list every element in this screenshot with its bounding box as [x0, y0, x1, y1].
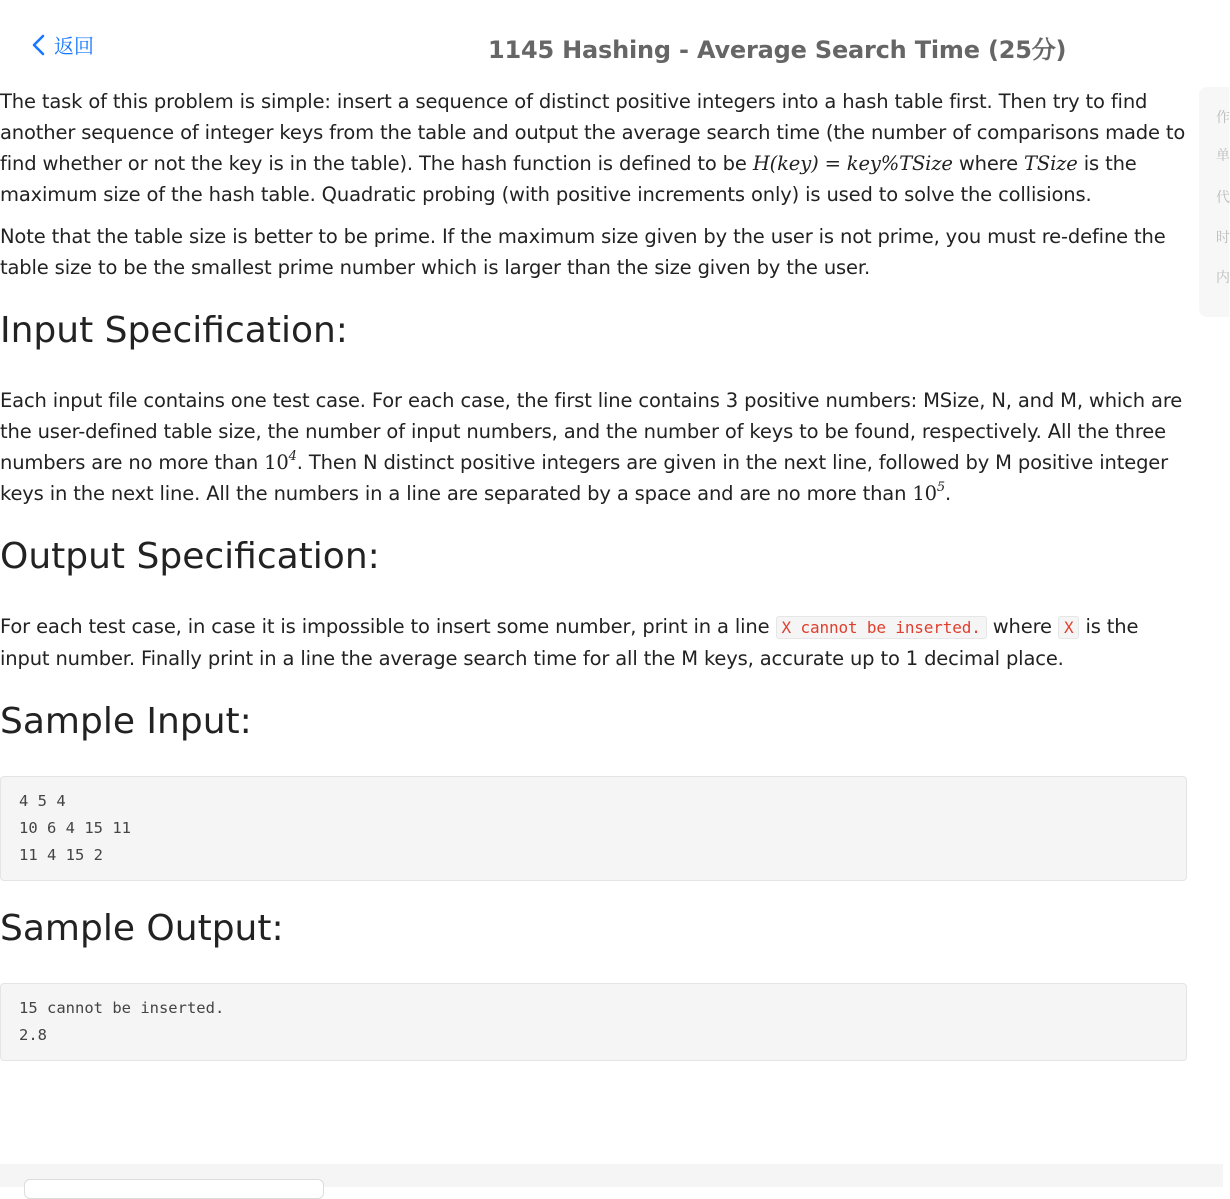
side-panel-item: 内 — [1216, 270, 1230, 286]
footer-bar — [0, 1164, 1223, 1187]
output-spec-part: where — [986, 615, 1058, 638]
input-spec-part: . Then N distinct positive integers are given in the next line, followed by M positive integer keys in the next line. All the numbers in a line are separated by a space and are no more than — [0, 451, 1169, 505]
back-label: 返回 — [54, 34, 94, 58]
sample-output-heading: Sample Output: — [0, 908, 284, 949]
problem-content — [0, 86, 1190, 1071]
output-spec-part: is the input number. Finally print in a line the average search time for all the M keys, accurate up to 1 decimal place. — [0, 615, 1139, 670]
output-spec-heading: Output Specification: — [0, 536, 380, 577]
code-line: 10 6 4 15 11 — [19, 819, 131, 837]
side-panel-item: 时 — [1216, 230, 1230, 246]
side-panel-item: 作 — [1216, 110, 1230, 126]
code-line: 11 4 15 2 — [19, 846, 103, 864]
code-line: 15 cannot be inserted. — [19, 999, 225, 1017]
back-link[interactable] — [30, 30, 94, 59]
description-text: is the maximum size of the hash table. Quadratic probing (with positive increments only) is used to solve the collisions. — [0, 152, 1137, 206]
input-spec-part: Each input file contains one test case. For each case, the first line contains 3 positive numbers: MSize, N, and M, which are the user-defined table size, the number of input numbers, and the number of keys to be found, respectively. All the three numbers are no more than — [0, 389, 1183, 474]
inline-code: X cannot be inserted. — [776, 616, 987, 639]
inline-code: X — [1058, 616, 1079, 639]
description-text: The task of this problem is simple: insert a sequence of distinct positive integers into a hash table first. Then try to find another sequence of integer keys from the table and output the average search time (the number of comparisons made to find whether or not the key is in the table). The hash function is defined to be — [0, 90, 1186, 175]
output-spec-part: For each test case, in case it is impossible to insert some number, print in a line — [0, 615, 776, 638]
problem-description — [0, 86, 1190, 210]
code-line: 2.8 — [19, 1026, 47, 1044]
side-panel — [1199, 87, 1229, 317]
sample-input-block[interactable] — [0, 776, 1187, 881]
math-power: $10^5$ — [912, 480, 945, 505]
input-spec-text — [0, 385, 1190, 509]
side-panel-item: 单 — [1216, 148, 1230, 164]
problem-note: Note that the table size is better to be prime. If the maximum size given by the user is not prime, you must re-define the table size to be the smallest prime number which is larger than the size given by the user. — [0, 225, 1166, 279]
input-spec-part: . — [945, 482, 952, 505]
hash-formula: H(key) = key%TSize — [752, 152, 953, 175]
tsize-symbol: TSize — [1024, 152, 1078, 175]
code-line: 4 5 4 — [19, 792, 66, 810]
sample-output-block[interactable] — [0, 983, 1187, 1061]
description-text: where — [952, 152, 1025, 175]
top-bar — [0, 0, 1223, 90]
side-panel-item: 代 — [1216, 190, 1230, 206]
page-title: 1145 Hashing - Average Search Time (25分) — [488, 36, 1067, 64]
sample-input-heading: Sample Input: — [0, 701, 252, 742]
footer-panel — [24, 1179, 324, 1199]
math-power: $10^4$ — [264, 449, 297, 474]
chevron-left-icon — [30, 34, 48, 56]
input-spec-heading: Input Specification: — [0, 310, 348, 351]
output-spec-text — [0, 611, 1190, 674]
